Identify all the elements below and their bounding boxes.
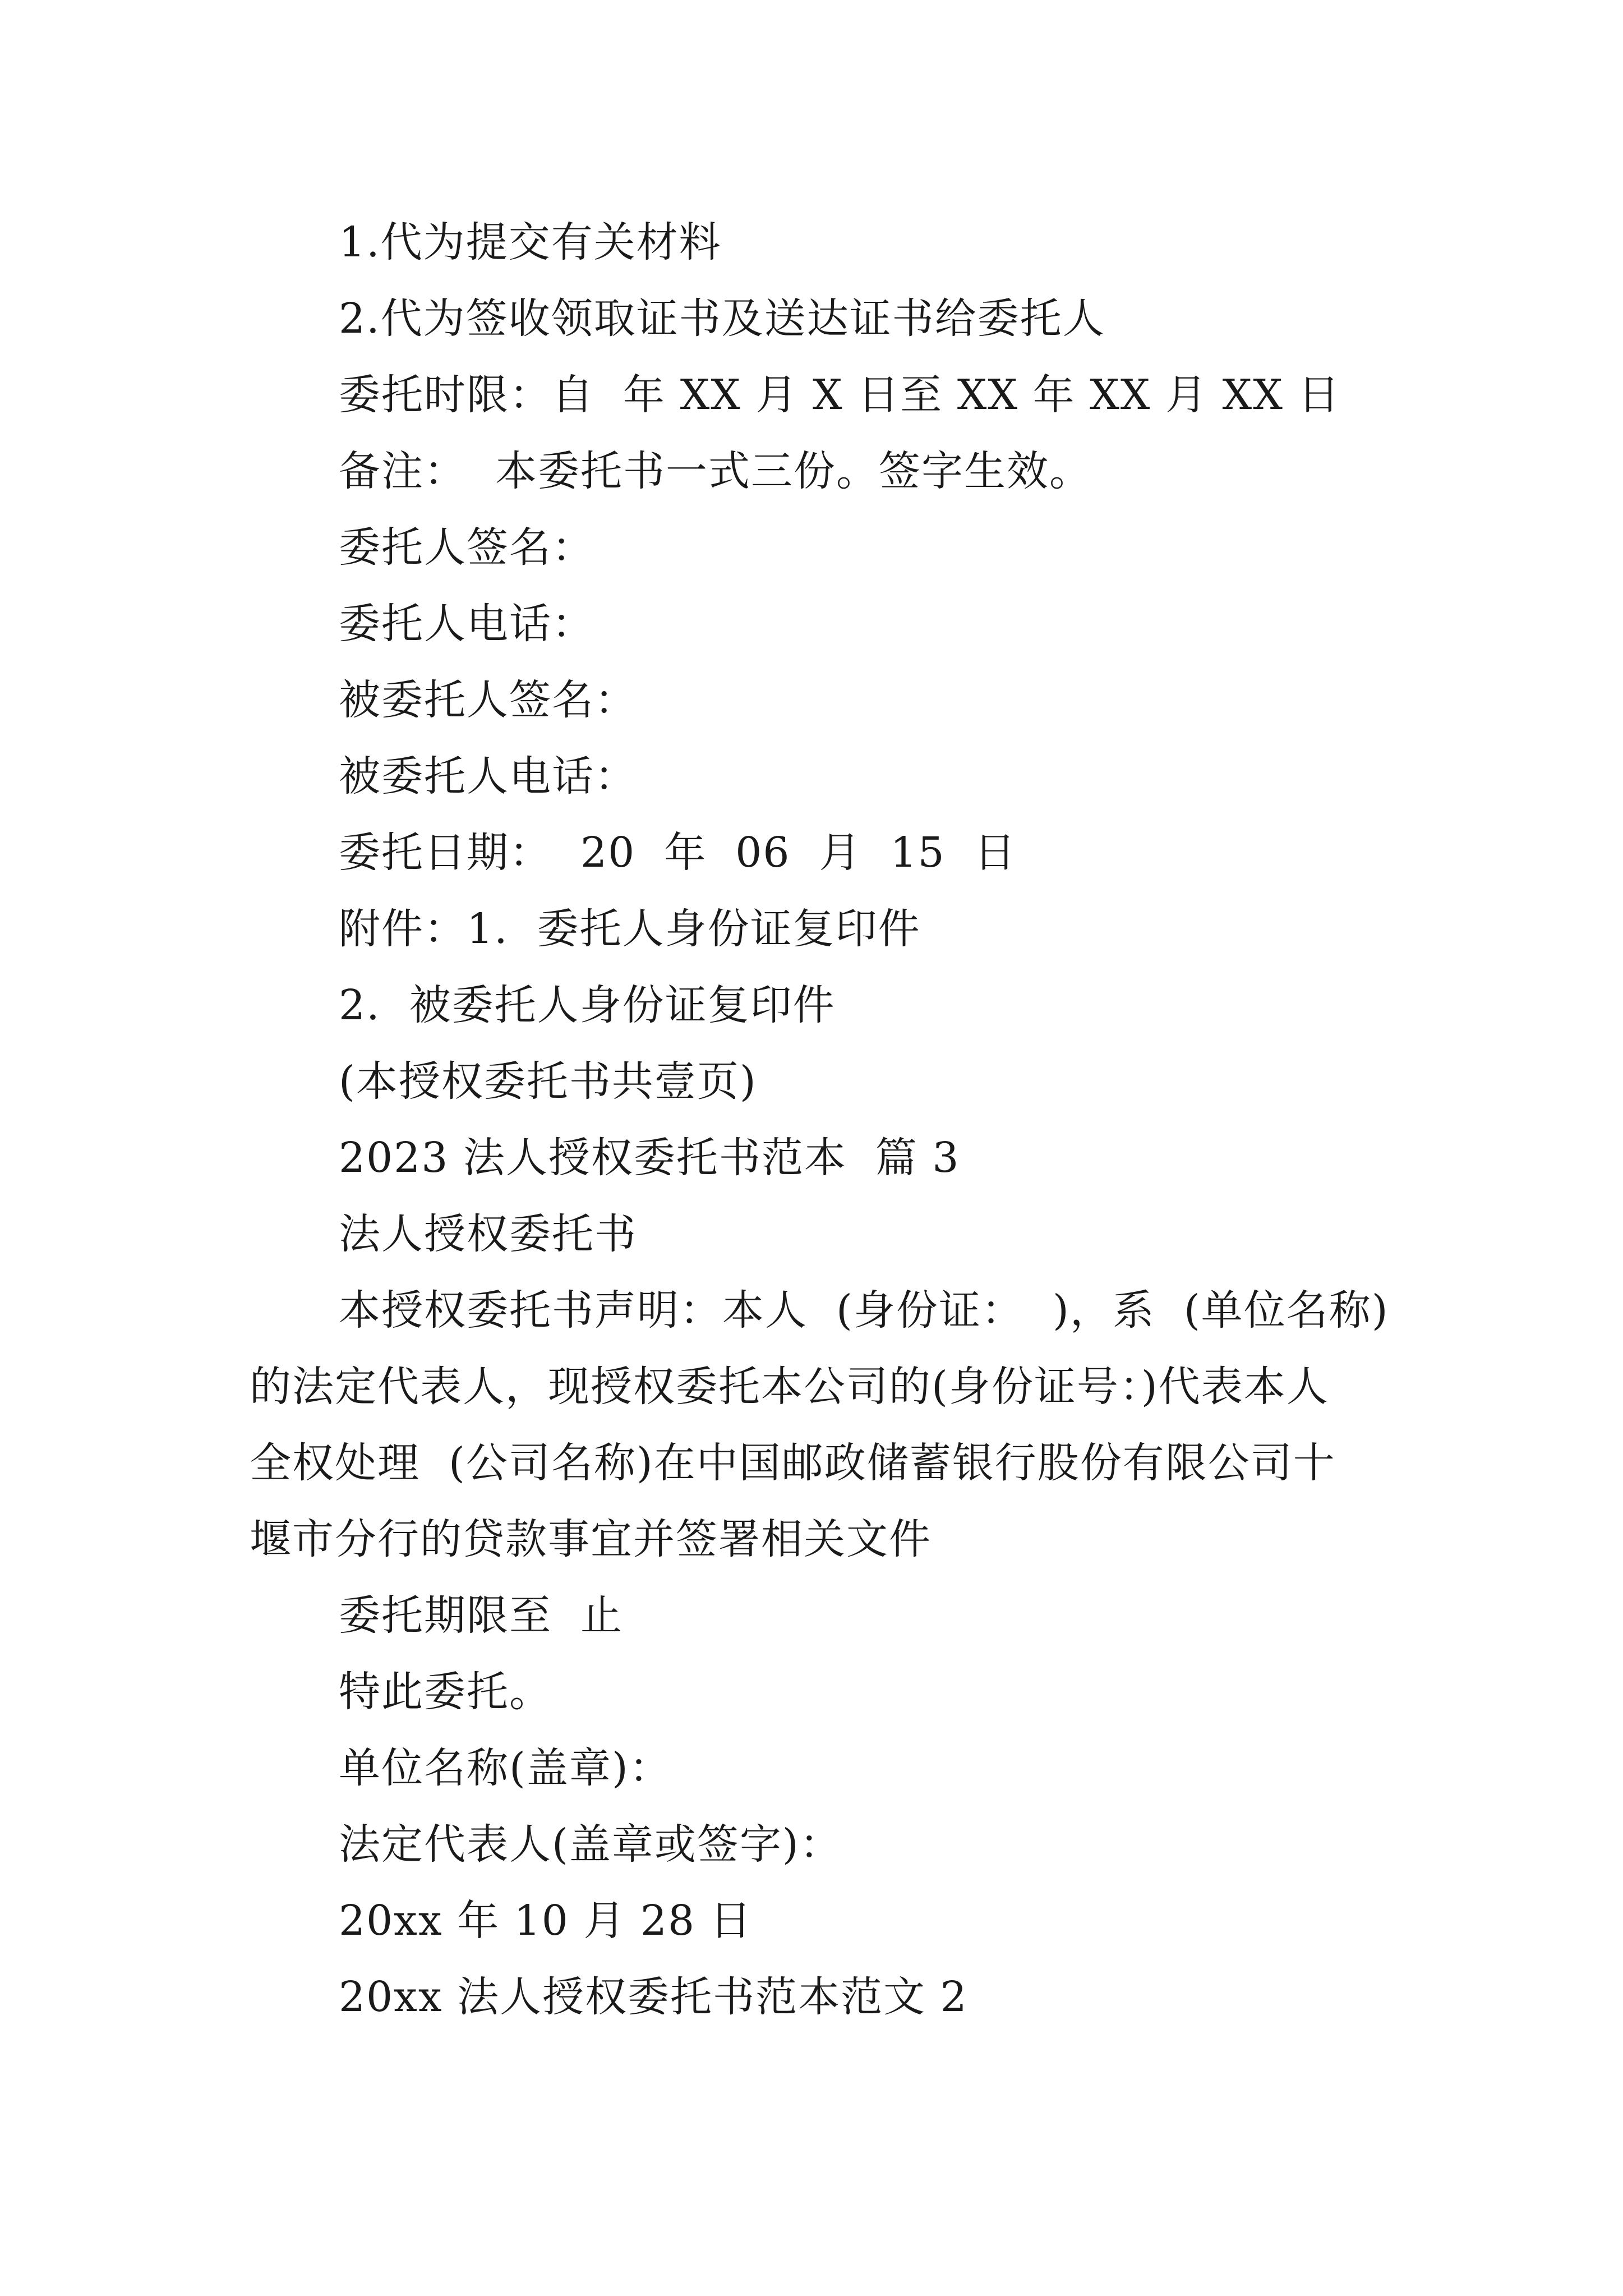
doc-line-attachment-1: 附件：1. 委托人身份证复印件 (339, 905, 921, 953)
doc-line-principal-phone: 委托人电话： (339, 600, 594, 648)
doc-line-legal-rep: 法定代表人(盖章或签字)： (339, 1820, 842, 1869)
doc-line-principal-sign: 委托人签名： (339, 523, 594, 572)
doc-line-item-2: 2.代为签收领取证书及送达证书给委托人 (339, 295, 1105, 343)
doc-paragraph-line-4: 堰市分行的贷款事宜并签署相关文件 (250, 1515, 932, 1563)
doc-line-page-note: (本授权委托书共壹页) (339, 1057, 757, 1106)
doc-line-sign-date: 20xx 年 10 月 28 日 (339, 1897, 753, 1945)
doc-title: 法人授权委托书 (339, 1210, 637, 1258)
doc-line-period: 委托期限至 止 (339, 1591, 624, 1640)
doc-line-attachment-2: 2. 被委托人身份证复印件 (339, 981, 836, 1029)
doc-paragraph-line-3: 全权处理 (公司名称)在中国邮政储蓄银行股份有限公司十 (250, 1439, 1336, 1487)
doc-line-remark: 备注： 本委托书一式三份。签字生效。 (339, 447, 1092, 495)
doc-line-date: 委托日期： 20 年 06 月 15 日 (339, 829, 1017, 877)
doc-line-agent-sign: 被委托人签名： (339, 676, 637, 724)
doc-paragraph-line-2: 的法定代表人，现授权委托本公司的(身份证号：)代表本人 (250, 1363, 1329, 1411)
doc-line-term: 委托时限：自 年 XX 月 X 日至 XX 年 XX 月 XX 日 (339, 371, 1341, 419)
doc-section-heading: 2023 法人授权委托书范本 篇 3 (339, 1134, 960, 1182)
doc-line-agent-phone: 被委托人电话： (339, 752, 637, 800)
doc-line-company-seal: 单位名称(盖章)： (339, 1744, 672, 1792)
doc-line-item-1: 1.代为提交有关材料 (339, 218, 722, 266)
doc-line-closing: 特此委托。 (339, 1668, 552, 1716)
doc-paragraph-line-1: 本授权委托书声明：本人 (身份证： )，系 (单位名称) (339, 1286, 1389, 1335)
doc-line-next-heading: 20xx 法人授权委托书范本范文 2 (339, 1973, 968, 2021)
